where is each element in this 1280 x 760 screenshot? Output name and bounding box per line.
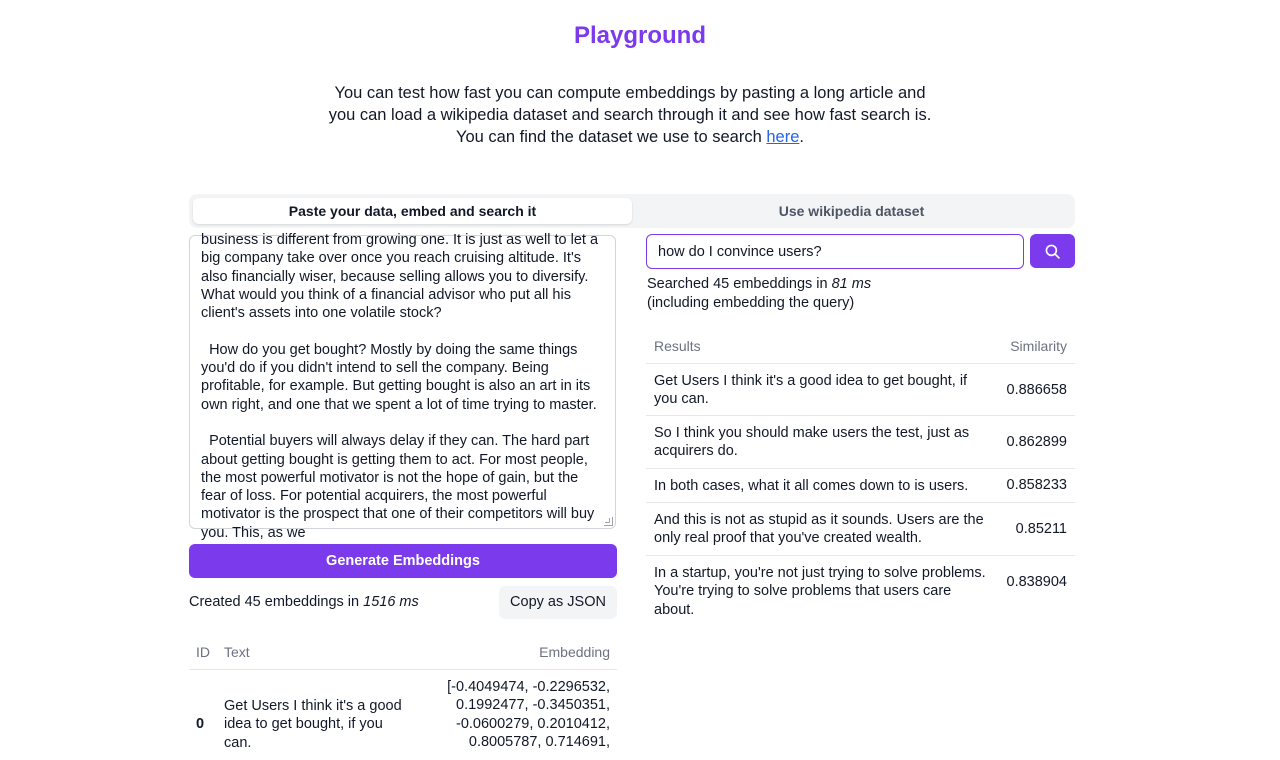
result-similarity: 0.886658 xyxy=(1006,382,1067,398)
embeddings-table-header xyxy=(189,634,617,670)
row-text: Get Users I think it's a good idea to get bought, if you can. xyxy=(224,698,402,751)
result-text: In a startup, you're not just trying to solve problems. You're trying to solve problems that users care about. xyxy=(654,565,986,618)
col-text: Text xyxy=(224,644,250,660)
result-similarity: 0.862899 xyxy=(1006,434,1067,450)
dataset-link[interactable]: here xyxy=(766,128,800,146)
searched-suffix: (including embedding the query) xyxy=(647,294,855,311)
created-prefix: Created 45 embeddings in xyxy=(189,594,364,610)
generate-embeddings-button[interactable]: Generate Embeddings xyxy=(189,544,617,578)
table-row xyxy=(646,364,1075,416)
embeddings-table xyxy=(189,634,617,760)
intro-suffix: . xyxy=(799,128,804,146)
result-text: Get Users I think it's a good idea to get bought, if you can. xyxy=(654,373,968,408)
result-text: And this is not as stupid as it sounds. Users are the only real proof that you've created wealth. xyxy=(654,512,984,547)
table-row xyxy=(646,416,1075,469)
search-input[interactable] xyxy=(646,234,1024,269)
col-embedding: Embedding xyxy=(539,644,610,660)
article-text[interactable]: business is different from growing one. It is just as well to let a big company take over once you reach cruising altitude. It's also financially wiser, because selling allows you to diversify. What would you think of a financial advisor who put all his client's assets into one volatile stock? How do you get bought? Mostly by doing the same things you'd do if you didn't intend to sell the company. Being profitable, for example. But getting bought is also an art in its own right, and one that we spent a lot of time trying to master. Potential buyers will always delay if they can. The hard part about getting bought is getting them to act. For most people, the most powerful motivator is not the hope of gain, but the fear of loss. For potential acquirers, the most powerful motivator is the prospect that one of their competitors will buy you. This, as we xyxy=(201,232,599,541)
searched-time: 81 ms xyxy=(831,276,872,292)
search-status xyxy=(647,275,871,312)
row-id: 0 xyxy=(196,716,205,732)
search-status-line xyxy=(647,275,871,294)
search-button[interactable] xyxy=(1030,234,1075,268)
results-table xyxy=(646,328,1075,618)
search-icon xyxy=(1045,244,1060,259)
table-row xyxy=(646,469,1075,503)
row-embedding: [-0.4049474, -0.2296532, 0.1992477, -0.3450351, -0.0600279, 0.2010412, 0.8005787, 0.714691, xyxy=(447,679,610,750)
table-row xyxy=(646,503,1075,556)
col-similarity: Similarity xyxy=(1010,338,1067,354)
created-time: 1516 ms xyxy=(363,594,419,610)
mode-tabs xyxy=(189,194,1075,228)
intro-prefix: You can find the dataset we use to search xyxy=(456,128,767,146)
created-status xyxy=(189,592,419,612)
tab-paste-data[interactable]: Paste your data, embed and search it xyxy=(193,198,632,224)
col-results: Results xyxy=(654,338,701,354)
intro-text xyxy=(320,82,940,148)
result-text: In both cases, what it all comes down to is users. xyxy=(654,478,969,494)
table-row xyxy=(189,670,617,760)
tab-wikipedia-dataset[interactable]: Use wikipedia dataset xyxy=(778,203,925,219)
result-similarity: 0.85211 xyxy=(1015,521,1067,537)
results-table-header xyxy=(646,328,1075,364)
copy-json-button[interactable]: Copy as JSON xyxy=(499,586,617,619)
result-text: So I think you should make users the test, just as acquirers do. xyxy=(654,425,970,460)
result-similarity: 0.858233 xyxy=(1006,477,1067,493)
article-textarea[interactable] xyxy=(189,232,616,541)
resize-handle-icon[interactable] xyxy=(604,517,613,526)
searched-prefix: Searched 45 embeddings in xyxy=(647,276,832,292)
table-row xyxy=(646,556,1075,618)
result-similarity: 0.838904 xyxy=(1006,574,1067,590)
col-id: ID xyxy=(196,644,210,660)
page-title: Playground xyxy=(573,22,706,49)
intro-line: You can test how fast you can compute embeddings by pasting a long article and you can load a wikipedia dataset and search through it and see how fast search is. xyxy=(328,84,932,124)
intro-dataset-line xyxy=(320,126,940,148)
